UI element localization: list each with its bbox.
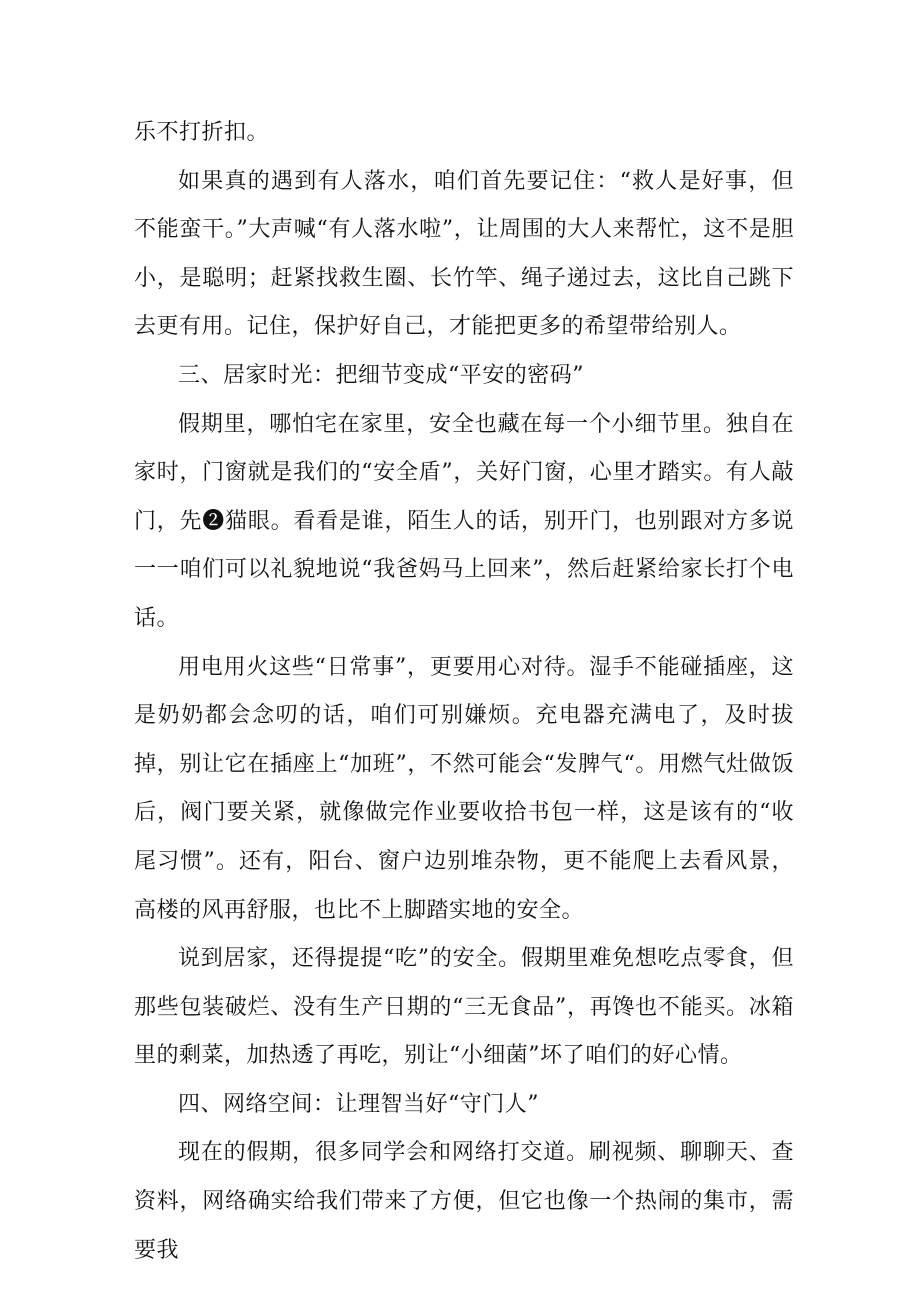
paragraph-continuation: 乐不打折扣。 bbox=[134, 120, 270, 145]
section-heading-internet: 四、网络空间：让理智当好“守门人” bbox=[178, 1091, 539, 1117]
paragraph-home-alone: 假期里，哪怕宅在家里，安全也藏在每一个小细节里。独自在家时，门窗就是我们的“安全盾”，关好门窗，心里才踏实。有人敲门，先❷猫眼。看看是谁，陌生人的话，别开门，也别跟对方多说一一咱们可以礼貌地说“我爸妈马上回来”，然后赶紧给家长打个电话。 bbox=[134, 411, 794, 631]
section-heading-home: 三、居家时光：把细节变成“平安的密码” bbox=[178, 362, 584, 388]
paragraph-electricity-fire: 用电用火这些“日常事”，更要用心对待。湿手不能碰插座，这是奶奶都会念叨的话，咱们可别嫌烦。充电器充满电了，及时拔掉，别让它在插座上“加班”，不然可能会“发脾气“。用燃气灶做饭后，阀门要关紧，就像做完作业要收拾书包一样，这是该有的“收尾习惯”。还有，阳台、窗户边别堆杂物，更不能爬上去看风景，高楼的风再舒服，也比不上脚踏实地的安全。 bbox=[134, 654, 794, 923]
paragraph-internet: 现在的假期，很多同学会和网络打交道。刷视频、聊聊天、查资料，网络确实给我们带来了方便，但它也像一个热闹的集市，需要我 bbox=[134, 1140, 794, 1263]
paragraph-food-safety: 说到居家，还得提提“吃”的安全。假期里难免想吃点零食，但那些包装破烂、没有生产日期的“三无食品”，再馋也不能买。冰箱里的剩菜，加热透了再吃，别让“小细菌”坏了咱们的好心情。 bbox=[134, 946, 794, 1069]
document-body bbox=[134, 109, 794, 1275]
paragraph-drowning-advice: 如果真的遇到有人落水，咱们首先要记住：“救人是好事，但不能蛮干。”大声喊“有人落水啦”，让周围的大人来帮忙，这不是胆小，是聪明；赶紧找救生圈、长竹竿、绳子递过去，这比自己跳下去更有用。记住，保护好自己，才能把更多的希望带给别人。 bbox=[134, 168, 794, 340]
